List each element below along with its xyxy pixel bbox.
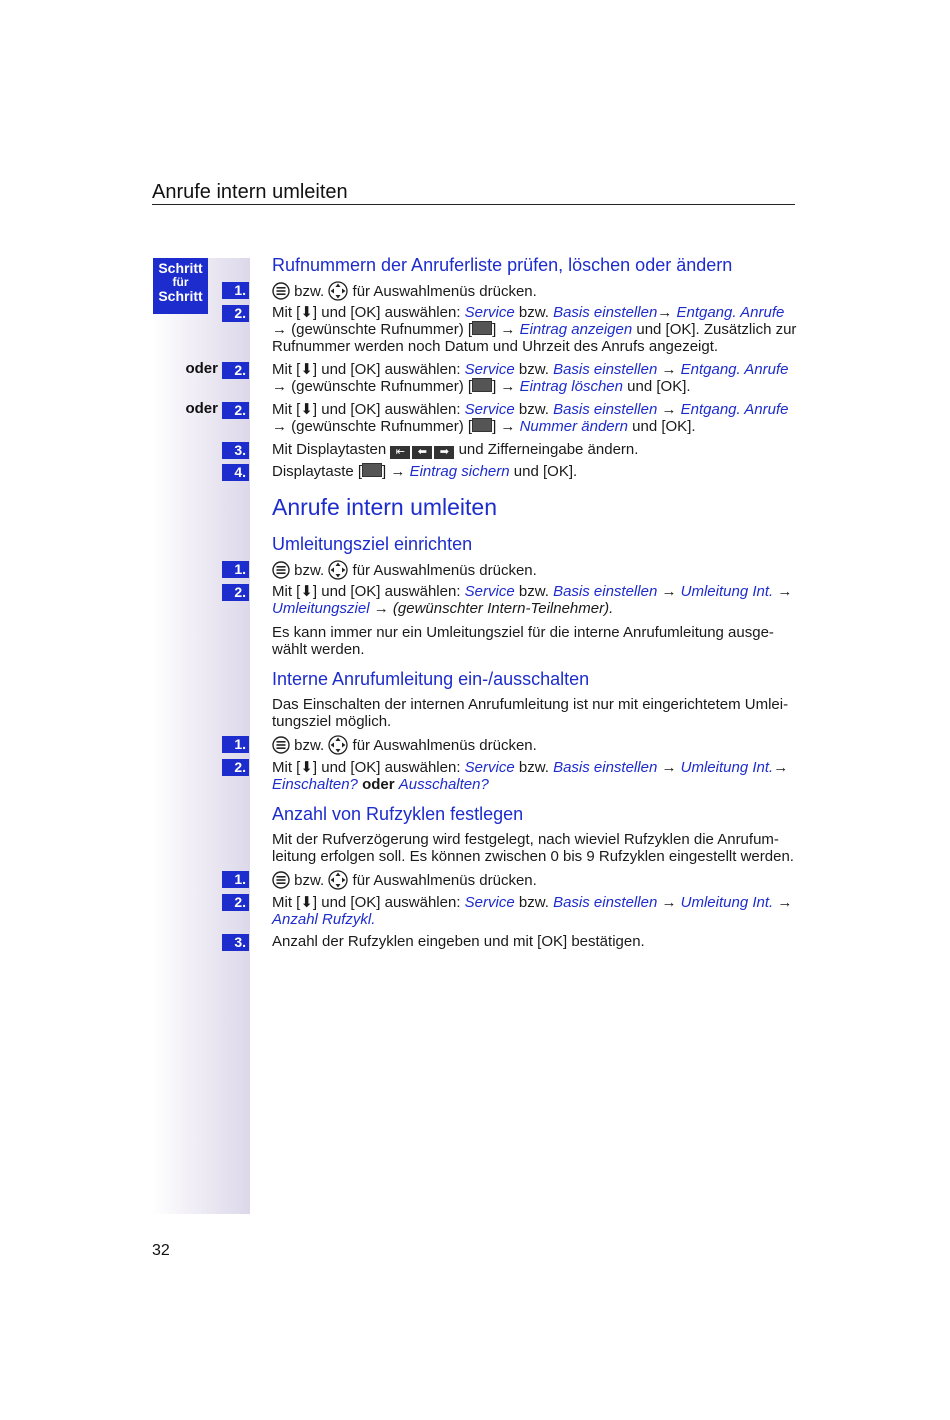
menu-item-eintrag-sichern: Eintrag sichern [409,463,510,480]
text-rufnummer: → (gewünschte Rufnummer) [ [272,321,473,338]
menu-item-service: Service [464,894,515,911]
step-number: 2. [222,584,249,601]
arrow: → [500,321,516,338]
section-intro [272,831,797,865]
text-bzw: bzw. [294,737,325,754]
section-heading-umleitungsziel: Umleitungsziel einrichten [272,534,473,554]
menu-item-basis: Basis einstellen [553,304,658,321]
menu-item-basis: Basis einstellen [553,583,658,600]
text-select: Mit [⬇] und [OK] auswählen: [272,304,461,321]
menu-item-service: Service [464,401,515,418]
arrow: → [777,894,793,911]
text-rest: und [OK]. Zusätzlich zur [636,321,797,338]
menu-item-basis: Basis einstellen [553,361,658,378]
text-line3: Rufnummer werden noch Datum und Uhrzeit des Anrufs angezeigt. [272,338,719,355]
menu-item-service: Service [464,304,515,321]
step-text: Mit [⬇] und [OK] auswählen: Service bzw. Basis einstellen → Entgang. Anrufe → (gewünschte Rufnummer) [ ] → Nummer ändern und [OK]. [272,401,789,435]
text-menu-press: für Auswahlmenüs drücken. [352,283,537,300]
text-bzw: bzw. [518,304,549,321]
navigation-key-icon [328,560,348,580]
step-text [272,894,797,928]
intro-line2: leitung erfolgen soll. Es können zwischen 0 bis 9 Rufzyklen eingestellt werden. [272,848,794,865]
arrow: → [661,401,677,418]
text-menu-press: für Auswahlmenüs drücken. [352,562,537,579]
step-text: Anzahl der Rufzyklen eingeben und mit [OK] bestätigen. [272,933,645,950]
section-heading-rufzyklen: Anzahl von Rufzyklen festlegen [272,804,524,824]
text-displaytasten: Mit Displaytasten [272,441,387,458]
note-line2: wählt werden. [272,641,365,658]
sfs-line2: für [172,275,189,289]
step-number: 2. [222,305,249,322]
menu-item-basis: Basis einstellen [553,401,658,418]
arrow: → [661,583,677,600]
menu-item-einschalten: Einschalten? [272,776,358,793]
arrow: → [661,894,677,911]
arrow: → [661,361,677,378]
step-text [272,870,797,890]
intro-line1: Mit der Rufverzögerung wird festgelegt, nach wieviel Rufzyklen die Anrufum- [272,831,779,848]
backspace-key-icon: ⇤ [390,446,410,459]
text-bzw: bzw. [518,401,549,418]
step-number: 3. [222,442,249,459]
arrow: → [661,759,677,776]
step-number: 2. [222,402,249,419]
arrow: → [500,378,516,395]
display-key-icon [472,321,492,335]
text-select: Mit [⬇] und [OK] auswählen: [272,401,461,418]
page-header [152,180,795,205]
step-number: 3. [222,934,249,951]
text-rufnummer: → (gewünschte Rufnummer) [ [272,378,473,395]
intro-line2: tungsziel möglich. [272,713,392,730]
menu-item-entgang: Entgang. Anrufe [680,401,789,418]
navigation-key-icon [328,735,348,755]
step-text [272,583,797,617]
menu-key-icon [272,561,290,579]
navigation-key-icon [328,870,348,890]
text-bzw: bzw. [518,583,549,600]
sfs-line3: Schritt [158,288,203,304]
step-text [272,560,797,580]
text-menu-press: für Auswahlmenüs drücken. [352,872,537,889]
step-number: 1. [222,282,249,299]
navigation-key-icon [328,281,348,301]
right-arrow-key-icon: ➡ [434,446,454,459]
text-menu-press: für Auswahlmenüs drücken. [352,737,537,754]
section-heading-anruferliste: Rufnummern der Anruferliste prüfen, löschen oder ändern [272,255,733,275]
arrow: → [657,304,673,321]
menu-item-eintrag-anzeigen: Eintrag anzeigen [519,321,633,338]
text-bzw: bzw. [518,361,549,378]
text-rufnummer: → (gewünschte Rufnummer) [ [272,418,473,435]
note-line1: Es kann immer nur ein Umleitungsziel für die interne Anrufumleitung ausge- [272,624,774,641]
arrow: → [777,583,793,600]
section-heading-ein-ausschalten: Interne Anrufumleitung ein-/ausschalten [272,669,590,689]
menu-item-umleitung-int: Umleitung Int. [680,759,774,776]
menu-item-basis: Basis einstellen [553,759,658,776]
menu-item-service: Service [464,759,515,776]
page-number: 32 [152,1242,170,1259]
main-heading: Anrufe intern umleiten [272,494,498,520]
menu-item-umleitung-int: Umleitung Int. [680,583,774,600]
section-note [272,624,797,658]
oder-label: oder [185,360,218,377]
step-text: Mit [⬇] und [OK] auswählen: Service bzw. Basis einstellen → Entgang. Anrufe → (gewünschte Rufnummer) [ ] → Eintrag löschen und [OK]. [272,361,789,395]
text-bzw: bzw. [294,872,325,889]
arrow: → [390,463,406,480]
step-text [272,735,797,755]
sfs-line1: Schritt [158,260,203,276]
step-number: 4. [222,464,249,481]
step-by-step-label [153,258,208,314]
oder-label: oder [185,400,218,417]
step-number: 2. [222,362,249,379]
menu-item-service: Service [464,361,515,378]
text-bzw: bzw. [294,562,325,579]
text-und-ok: und [OK]. [513,463,578,480]
step-number: 1. [222,561,249,578]
text-ziffern: und Zifferneingabe ändern. [458,441,639,458]
step-number: 1. [222,736,249,753]
menu-item-service: Service [464,583,515,600]
text-und-ok: und [OK]. [627,378,691,395]
text-select: Mit [⬇] und [OK] auswählen: [272,894,461,911]
text-bzw: bzw. [518,759,549,776]
step-text [272,441,797,459]
menu-item-eintrag-loeschen: Eintrag löschen [519,378,623,395]
text-oder: oder [362,776,395,793]
menu-item-entgang: Entgang. Anrufe [676,304,785,321]
menu-item-umleitungsziel: Umleitungsziel [272,600,370,617]
step-number: 2. [222,759,249,776]
step-text [272,281,797,301]
menu-item-anzahl-rufzykl: Anzahl Rufzykl. [272,911,376,928]
text-und-ok: und [OK]. [632,418,696,435]
intro-line1: Das Einschalten der internen Anrufumleitung ist nur mit eingerichtetem Umlei- [272,696,789,713]
step-number: 1. [222,871,249,888]
display-key-icon [472,378,492,392]
menu-item-umleitung-int: Umleitung Int. [680,894,774,911]
display-key-icon [362,463,382,477]
menu-key-icon [272,871,290,889]
arrow: → [500,418,516,435]
text-displaytaste: Displaytaste [ [272,463,363,480]
step-number: 2. [222,894,249,911]
arrow: → [773,759,789,776]
menu-item-ausschalten: Ausschalten? [398,776,489,793]
text-bzw: bzw. [294,283,325,300]
text-select: Mit [⬇] und [OK] auswählen: [272,361,461,378]
step-text: Displaytaste [ ] → Eintrag sichern und [OK]. [272,463,578,480]
text-select: Mit [⬇] und [OK] auswählen: [272,583,461,600]
section-intro [272,696,797,730]
page-header-title: Anrufe intern umleiten [152,181,348,203]
step-text [272,759,797,793]
text-select: Mit [⬇] und [OK] auswählen: [272,759,461,776]
text-teilnehmer: → (gewünschter Intern-Teilnehmer). [373,600,614,617]
menu-item-nummer-aendern: Nummer ändern [519,418,628,435]
left-arrow-key-icon: ⬅ [412,446,432,459]
step-text: Mit [⬇] und [OK] auswählen: Service bzw. Basis einstellen→ Entgang. Anrufe → (gewünschte Rufnummer) [ ] → Eintrag anzeigen und [OK]. Zusätzlich zur Rufnummer werden noch Datum und Uhrzeit des Anrufs angezeigt. [272,304,797,355]
menu-item-basis: Basis einstellen [553,894,658,911]
menu-key-icon [272,282,290,300]
text-bzw: bzw. [518,894,549,911]
menu-item-entgang: Entgang. Anrufe [680,361,789,378]
menu-key-icon [272,736,290,754]
display-key-icon [472,418,492,432]
